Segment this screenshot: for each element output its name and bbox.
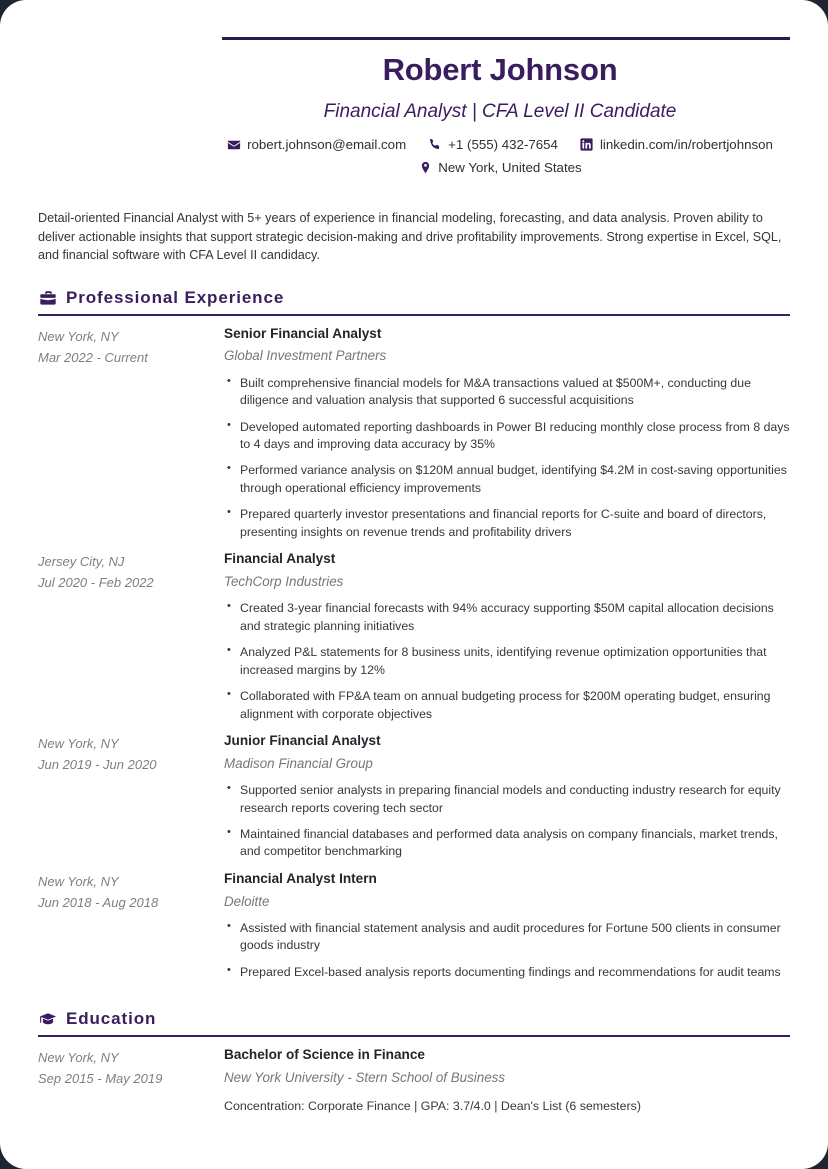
contact-phone-text: +1 (555) 432-7654 bbox=[448, 137, 558, 152]
bullet-item: • Supported senior analysts in preparing financial models and conducting industry research for equity research reports covering tech sector bbox=[224, 782, 790, 817]
section-title-education: Education bbox=[66, 1009, 157, 1029]
experience-entry-organization: Madison Financial Group bbox=[224, 755, 373, 771]
candidate-title: Financial Analyst | CFA Level II Candidate bbox=[323, 101, 677, 122]
bullet-item: • Performed variance analysis on $120M annual budget, identifying $4.2M in cost-saving opportunities through operational efficiency improvements bbox=[224, 462, 790, 497]
contact-linkedin-text: linkedin.com/in/robertjohnson bbox=[599, 137, 773, 152]
experience-entry-bullets bbox=[224, 375, 790, 542]
education-entry-school: New York University - Stern School of Business bbox=[224, 1070, 506, 1086]
contact-phone[interactable] bbox=[428, 137, 558, 152]
bullet-item: • Maintained financial databases and performed data analysis on company financials, market trends, and competitor benchmarking bbox=[224, 826, 790, 861]
bullet-item: • Collaborated with FP&A team on annual budgeting process for $200M operating budget, ensuring alignment with corporate objectives bbox=[224, 688, 790, 723]
location-pin-icon bbox=[418, 161, 432, 175]
contact-row-primary bbox=[0, 137, 828, 152]
experience-entry-bullets bbox=[224, 600, 790, 723]
phone-icon bbox=[428, 138, 442, 152]
experience-entry bbox=[38, 870, 790, 981]
experience-entry-meta bbox=[38, 550, 224, 593]
contact-location bbox=[418, 160, 581, 175]
contact-location-text: New York, United States bbox=[438, 160, 582, 175]
experience-entry-location: New York, NY bbox=[38, 328, 119, 344]
experience-entry-role: Junior Financial Analyst bbox=[224, 733, 381, 749]
bullet-item: • Created 3-year financial forecasts with 94% accuracy supporting $50M capital allocation decisions and strategic planning initiatives bbox=[224, 600, 790, 635]
bullet-item: • Prepared quarterly investor presentations and financial reports for C-suite and board of directors, presenting insights on revenue trends and profitability drivers bbox=[224, 506, 790, 541]
linkedin-icon bbox=[580, 138, 594, 152]
experience-entry bbox=[38, 732, 790, 861]
section-education bbox=[38, 1009, 790, 1115]
experience-entry bbox=[38, 325, 790, 542]
contact-email[interactable] bbox=[227, 137, 406, 152]
experience-entry-dates: Jun 2018 - Aug 2018 bbox=[38, 894, 159, 910]
section-rule-education bbox=[38, 1035, 790, 1037]
experience-entry-dates: Jul 2020 - Feb 2022 bbox=[38, 575, 154, 591]
experience-entry-bullets bbox=[224, 920, 790, 981]
experience-entry-dates: Jun 2019 - Jun 2020 bbox=[38, 757, 157, 773]
experience-entry-bullets bbox=[224, 782, 790, 861]
education-entry-dates: Sep 2015 - May 2019 bbox=[38, 1071, 163, 1087]
education-entry bbox=[38, 1046, 790, 1115]
resume-header bbox=[0, 52, 828, 175]
experience-entry-body bbox=[224, 870, 790, 981]
bullet-item: • Analyzed P&L statements for 8 business units, identifying revenue optimization opportunities that increased margins by 12% bbox=[224, 644, 790, 679]
bullet-item: • Prepared Excel-based analysis reports documenting findings and recommendations for audit teams bbox=[224, 964, 790, 981]
section-professional-experience bbox=[38, 288, 790, 982]
experience-entry-body bbox=[224, 550, 790, 723]
education-entry-note: Concentration: Corporate Finance | GPA: 3.7/4.0 | Dean's List (6 semesters) bbox=[224, 1099, 641, 1114]
professional-summary: Detail-oriented Financial Analyst with 5+ years of experience in financial modeling, forecasting, and data analysis. Proven ability to deliver actionable insights that support strategic decision-making and drive profitability improvements. Strong expertise in Excel, SQL, and financial software with CFA Level II candidacy. bbox=[38, 211, 782, 262]
experience-entry-meta bbox=[38, 870, 224, 913]
bullet-item: • Built comprehensive financial models for M&A transactions valued at $500M+, conducting due diligence and valuation analysis that supported 6 successful acquisitions bbox=[224, 375, 790, 410]
section-title-experience: Professional Experience bbox=[66, 287, 285, 307]
experience-entry-role: Financial Analyst bbox=[224, 551, 336, 567]
experience-entry-location: New York, NY bbox=[38, 736, 119, 752]
experience-entry-organization: Deloitte bbox=[224, 893, 270, 909]
contact-row-location bbox=[0, 160, 828, 175]
experience-entry-meta bbox=[38, 732, 224, 775]
experience-entry-dates: Mar 2022 - Current bbox=[38, 349, 148, 365]
experience-entry-body bbox=[224, 325, 790, 542]
contact-email-text: robert.johnson@email.com bbox=[247, 137, 407, 152]
experience-entry-organization: Global Investment Partners bbox=[224, 348, 387, 364]
section-rule-experience bbox=[38, 314, 790, 316]
bullet-item: • Developed automated reporting dashboards in Power BI reducing monthly close process from 8 days to 4 days and improving data accuracy by 35% bbox=[224, 419, 790, 454]
experience-entry-role: Senior Financial Analyst bbox=[224, 325, 382, 341]
experience-entry bbox=[38, 550, 790, 723]
education-entry-degree: Bachelor of Science in Finance bbox=[224, 1047, 425, 1063]
education-entry-location: New York, NY bbox=[38, 1050, 119, 1066]
experience-entry-body bbox=[224, 732, 790, 861]
bullet-item: • Assisted with financial statement analysis and audit procedures for Fortune 500 clients in consumer goods industry bbox=[224, 920, 790, 955]
candidate-name: Robert Johnson bbox=[382, 52, 618, 87]
experience-entry-location: New York, NY bbox=[38, 873, 119, 889]
experience-entry-location: Jersey City, NJ bbox=[38, 554, 125, 570]
briefcase-icon bbox=[38, 288, 57, 307]
section-header-education bbox=[38, 1009, 790, 1035]
experience-entry-role: Financial Analyst Intern bbox=[224, 870, 377, 886]
section-header-experience bbox=[38, 288, 790, 314]
contact-linkedin[interactable] bbox=[580, 137, 773, 152]
experience-entry-meta bbox=[38, 325, 224, 368]
experience-entry-organization: TechCorp Industries bbox=[224, 573, 344, 589]
header-top-rule bbox=[222, 37, 790, 40]
graduation-cap-icon bbox=[38, 1010, 57, 1029]
education-entry-meta bbox=[38, 1046, 224, 1089]
education-entry-body bbox=[224, 1046, 790, 1115]
email-icon bbox=[227, 138, 241, 152]
